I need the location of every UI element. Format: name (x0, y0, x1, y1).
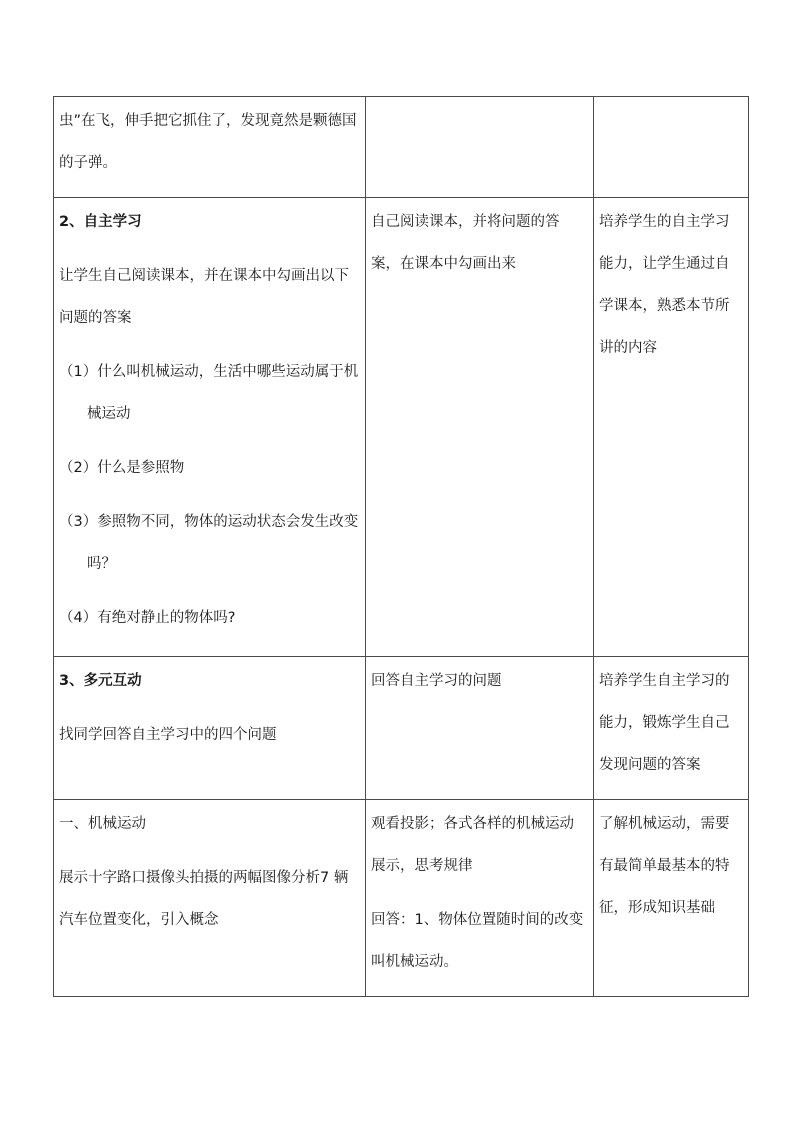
table-row (54, 657, 749, 800)
question-item: （4）有绝对静止的物体吗? (59, 610, 236, 626)
question-item: （3）参照物不同，物体的运动状态会发生改变吗？ (59, 514, 359, 572)
intent-text: 培养学生的自主学习能力，让学生通过自学课本，熟悉本节所讲的内容 (599, 214, 730, 356)
table-row (54, 800, 749, 997)
activity-text: 虫”在飞，伸手把它抓住了，发现竟然是颗德国的子弹。 (59, 113, 357, 171)
student-text: 观看投影；各式各样的机械运动展示，思考规律 (371, 816, 574, 874)
section-heading: 一、机械运动 (59, 816, 146, 832)
design-intent-cell (594, 198, 749, 657)
student-activity-cell (366, 800, 594, 997)
design-intent-cell (594, 657, 749, 800)
student-answer: 回答：1、物体位置随时间的改变叫机械运动。 (371, 912, 584, 970)
question-item: （1）什么叫机械运动，生活中哪些运动属于机械运动 (59, 364, 359, 422)
teacher-activity-cell (54, 198, 366, 657)
student-activity-cell (366, 198, 594, 657)
teacher-activity-cell (54, 97, 366, 198)
student-activity-cell (366, 657, 594, 800)
question-item: （2）什么是参照物 (59, 460, 185, 476)
design-intent-cell (594, 800, 749, 997)
activity-intro: 找同学回答自主学习中的四个问题 (59, 727, 277, 743)
activity-intro: 让学生自己阅读课本，并在课本中勾画出以下问题的答案 (59, 268, 349, 326)
teacher-activity-cell (54, 657, 366, 800)
student-text: 自己阅读课本，并将问题的答案，在课本中勾画出来 (371, 214, 560, 272)
section-heading: 3、多元互动 (59, 673, 142, 689)
section-heading: 2、自主学习 (59, 214, 142, 230)
intent-text: 培养学生自主学习的能力，锻炼学生自己发现问题的答案 (599, 673, 730, 773)
student-text: 回答自主学习的问题 (371, 673, 502, 689)
design-intent-cell (594, 97, 749, 198)
lesson-plan-table (53, 96, 749, 997)
table-row (54, 198, 749, 657)
table-row (54, 97, 749, 198)
teacher-activity-cell (54, 800, 366, 997)
student-activity-cell (366, 97, 594, 198)
intent-text: 了解机械运动，需要有最简单最基本的特征，形成知识基础 (599, 816, 730, 916)
activity-intro: 展示十字路口摄像头拍摄的两幅图像分析7 辆汽车位置变化，引入概念 (59, 870, 349, 928)
